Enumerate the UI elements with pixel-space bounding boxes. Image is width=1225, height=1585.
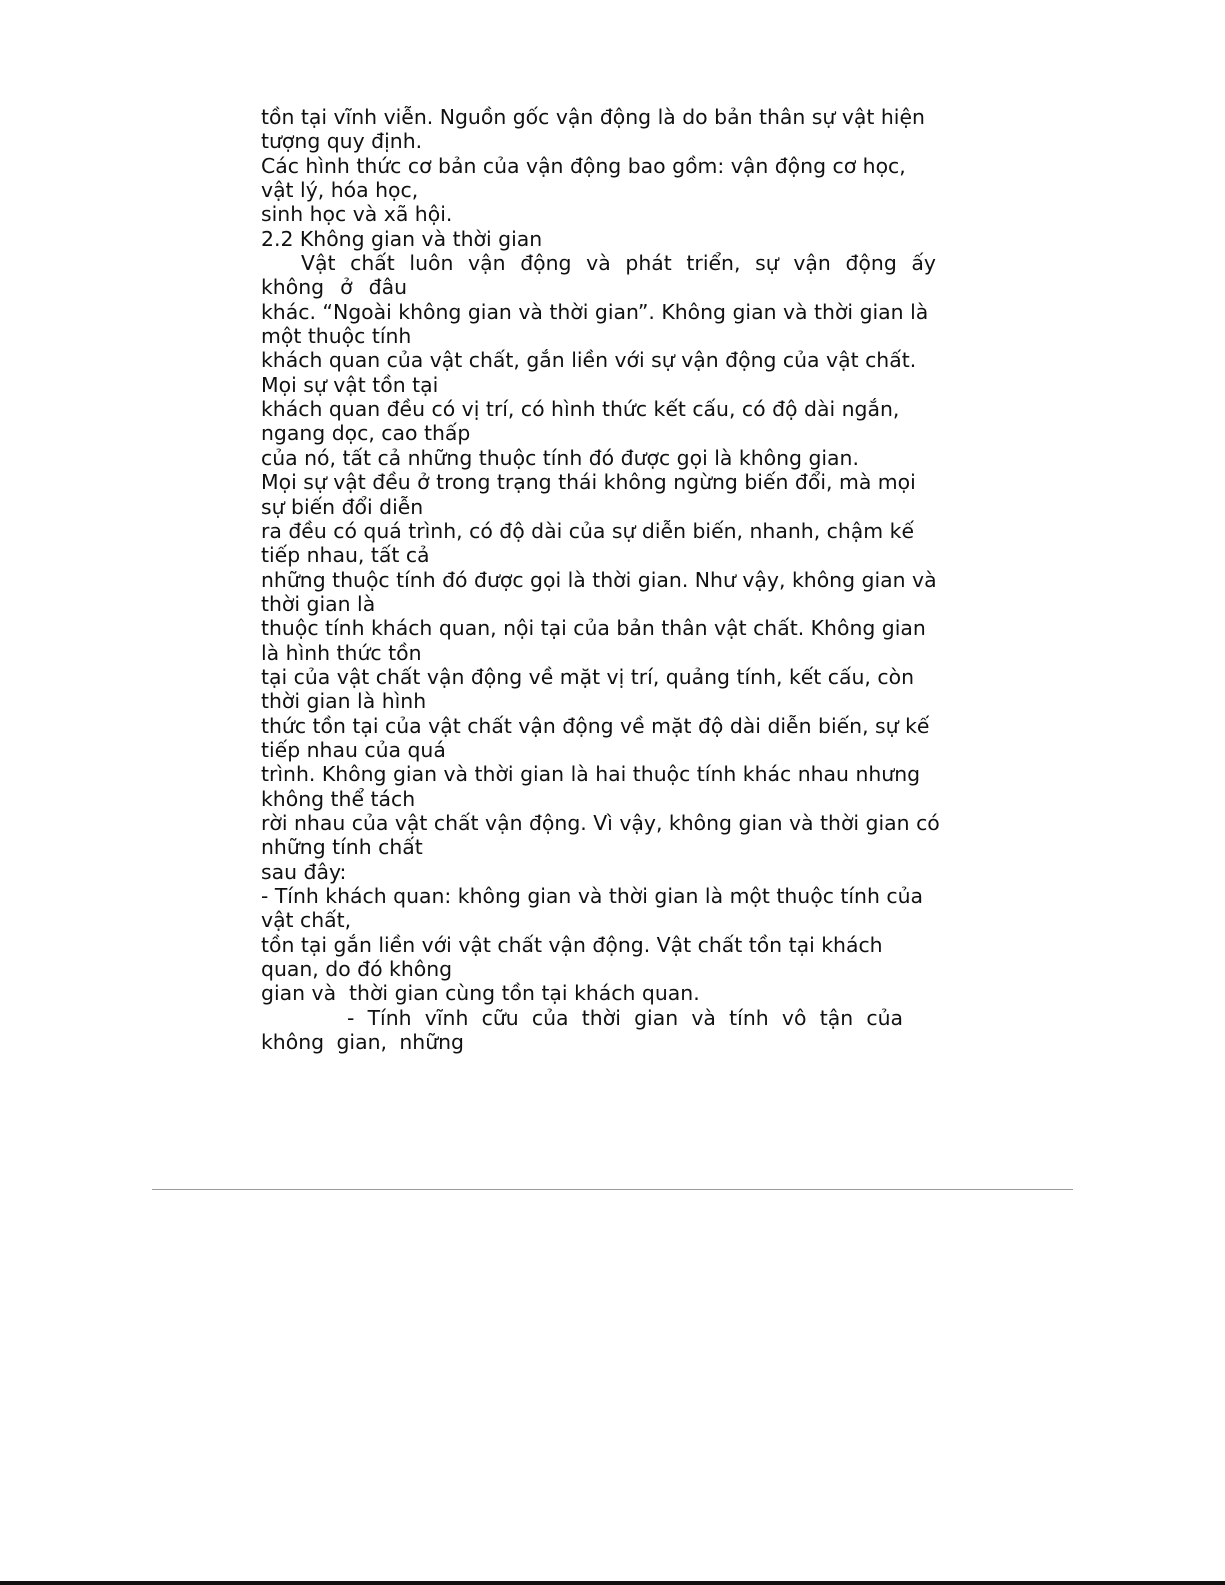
text-line: một thuộc tính <box>261 324 412 349</box>
text-line: thức tồn tại của vật chất vận động về mặt độ dài diễn biến, sự kế <box>261 713 930 738</box>
text-line: Các hình thức cơ bản của vận động bao gồm: vận động cơ học, <box>261 153 906 178</box>
text-line: của nó, tất cả những thuộc tính đó được gọi là không gian. <box>261 445 859 470</box>
page-divider <box>152 1189 1073 1190</box>
text-line: Mọi sự vật tồn tại <box>261 372 439 397</box>
text-line: khác. “Ngoài không gian và thời gian”. Không gian và thời gian là <box>261 299 929 324</box>
text-line: Mọi sự vật đều ở trong trạng thái không ngừng biến đổi, mà mọi <box>261 470 916 495</box>
list-item-line: - Tính vĩnh cữu của thời gian và tính vô tận của <box>347 1005 903 1030</box>
bottom-edge-bar <box>0 1581 1225 1585</box>
text-line: ra đều có quá trình, có độ dài của sự diễn biến, nhanh, chậm kế <box>261 518 914 543</box>
text-line: Vật chất luôn vận động và phát triển, sự vận động ấy <box>301 251 936 276</box>
text-line: tiếp nhau của quá <box>261 737 446 762</box>
text-line: tượng quy định. <box>261 129 423 154</box>
text-line: tiếp nhau, tất cả <box>261 543 430 568</box>
text-line: tại của vật chất vận động về mặt vị trí, quảng tính, kết cấu, còn <box>261 664 914 689</box>
text-line: không ở đâu <box>261 275 407 300</box>
text-line: thuộc tính khách quan, nội tại của bản thân vật chất. Không gian <box>261 616 926 641</box>
text-line: tồn tại vĩnh viễn. Nguồn gốc vận động là do bản thân sự vật hiện <box>261 105 925 129</box>
text-line: thời gian là <box>261 591 376 616</box>
text-line: khách quan của vật chất, gắn liền với sự vận động của vật chất. <box>261 348 917 373</box>
text-line: sau đây: <box>261 859 347 884</box>
text-line: những thuộc tính đó được gọi là thời gian. Như vậy, không gian và <box>261 567 937 592</box>
text-line: rời nhau của vật chất vận động. Vì vậy, không gian và thời gian có <box>261 810 940 835</box>
list-item-line: - Tính khách quan: không gian và thời gian là một thuộc tính của <box>261 884 924 908</box>
text-line: không gian, những <box>261 1030 464 1055</box>
text-line: ngang dọc, cao thấp <box>261 421 471 446</box>
text-line: những tính chất <box>261 835 423 860</box>
text-line: trình. Không gian và thời gian là hai thuộc tính khác nhau nhưng <box>261 762 921 787</box>
text-line: vật chất, <box>261 908 352 933</box>
text-line: sinh học và xã hội. <box>261 202 453 227</box>
document-body <box>261 105 961 1054</box>
text-line: tồn tại gắn liền với vật chất vận động. Vật chất tồn tại khách <box>261 932 883 957</box>
text-line: quan, do đó không <box>261 957 453 982</box>
text-line: sự biến đổi diễn <box>261 494 424 519</box>
text-line: gian và thời gian cùng tồn tại khách quan. <box>261 981 700 1006</box>
section-heading: 2.2 Không gian và thời gian <box>261 226 543 251</box>
text-line: là hình thức tồn <box>261 640 422 665</box>
text-line: khách quan đều có vị trí, có hình thức kết cấu, có độ dài ngắn, <box>261 397 900 422</box>
text-line: không thể tách <box>261 786 416 811</box>
text-line: thời gian là hình <box>261 689 427 714</box>
text-line: vật lý, hóa học, <box>261 178 419 203</box>
